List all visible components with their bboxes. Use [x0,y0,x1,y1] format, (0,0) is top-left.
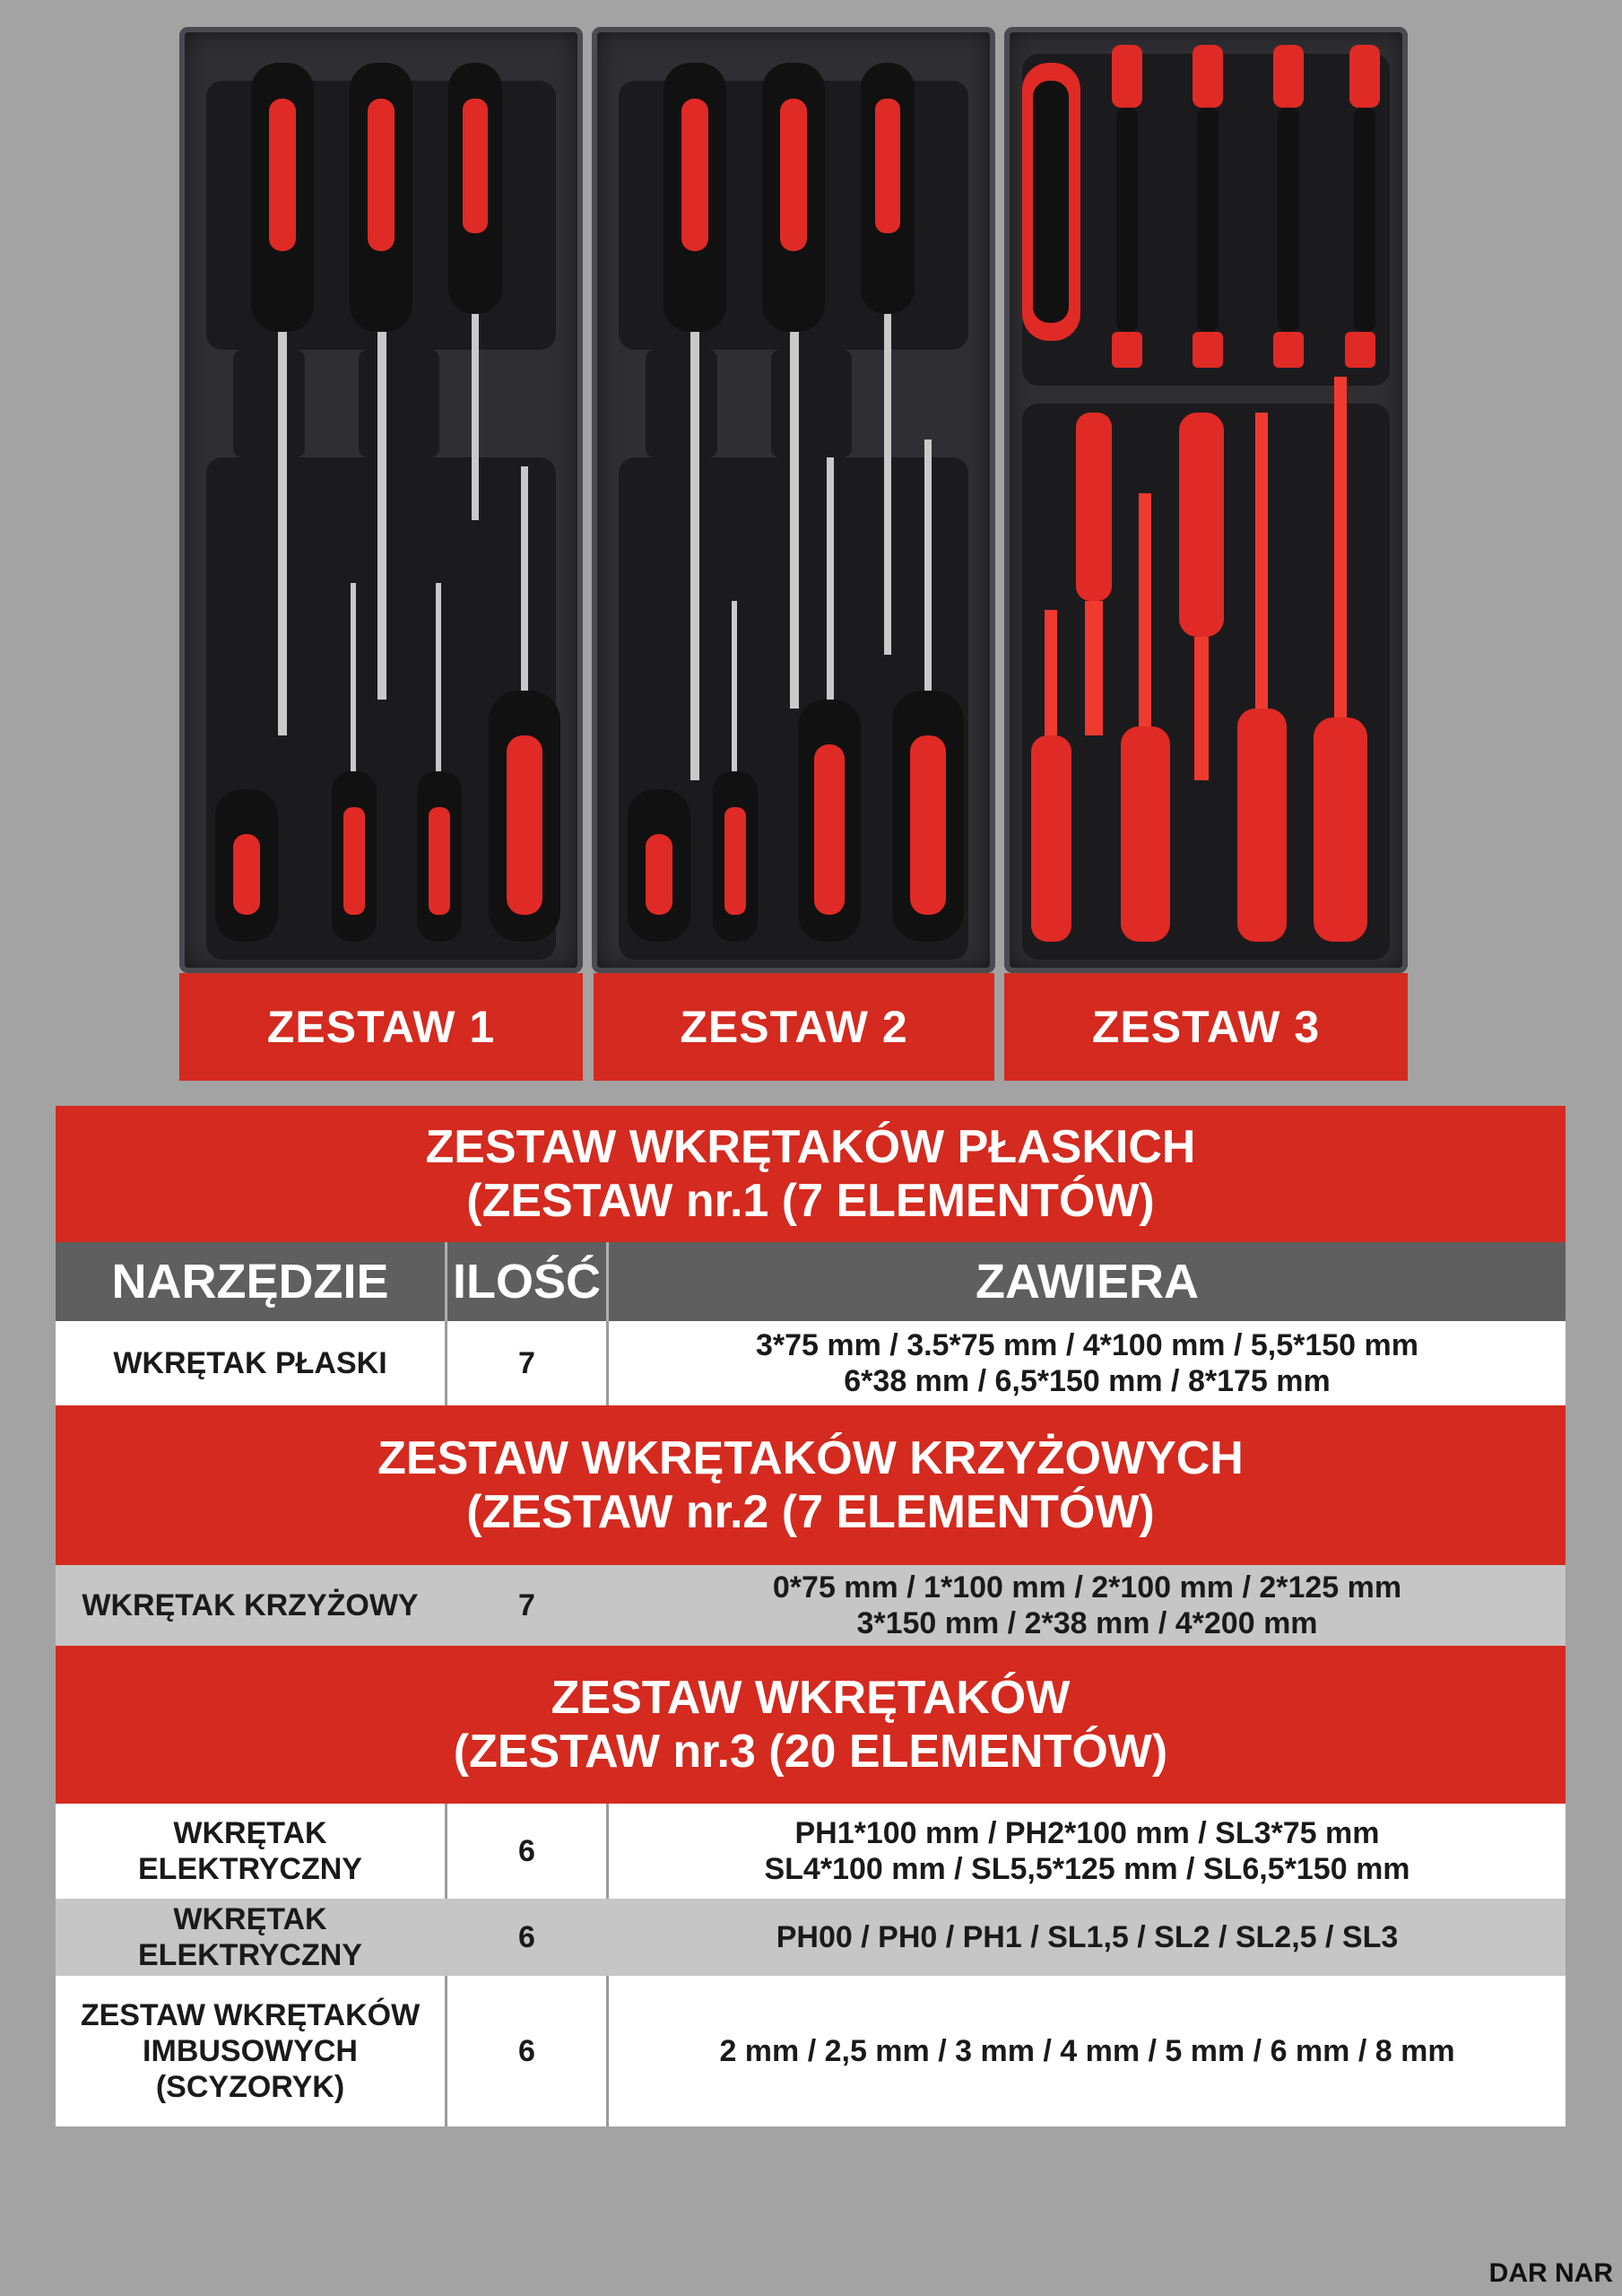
table-row [56,1321,1566,1405]
brand-watermark: DAR NAR [1488,2258,1613,2288]
contents-cell: 2 mm / 2,5 mm / 3 mm / 4 mm / 5 mm / 6 mm / 8 mm [719,2034,1455,2068]
section-3-subtitle: (ZESTAW nr.3 (20 ELEMENTÓW) [453,1726,1168,1778]
qty-cell: 6 [447,1976,609,2126]
tool-line: ELEKTRYCZNY [138,1852,362,1886]
column-header-qty: ILOŚĆ [447,1242,609,1321]
tool-line: WKRĘTAK [173,1816,327,1850]
qty-cell: 6 [447,1804,609,1899]
contents-cell [609,1565,1566,1646]
section-1-title: ZESTAW WKRĘTAKÓW PŁASKICH [425,1121,1196,1173]
column-header-row [56,1242,1566,1321]
set-1-label: ZESTAW 1 [179,973,583,1081]
contents-cell: PH00 / PH0 / PH1 / SL1,5 / SL2 / SL2,5 / SL3 [776,1920,1399,1954]
tray-set-1 [179,27,583,973]
set-3-label: ZESTAW 3 [1004,973,1408,1081]
specification-table [56,1106,1566,2126]
tool-line: WKRĘTAK [173,1902,327,1936]
tool-cell: WKRĘTAK KRZYŻOWY [56,1565,447,1646]
tray-set-2 [592,27,995,973]
product-photo [179,27,1408,1052]
contents-line: SL4*100 mm / SL5,5*125 mm / SL6,5*150 mm [764,1852,1410,1886]
qty-cell: 7 [447,1565,609,1646]
section-2-title: ZESTAW WKRĘTAKÓW KRZYŻOWYCH [377,1432,1244,1484]
tool-line: (SCYZORYK) [155,2070,345,2104]
qty-cell: 7 [447,1321,609,1405]
section-1-subtitle: (ZESTAW nr.1 (7 ELEMENTÓW) [466,1175,1155,1227]
tool-line: ELEKTRYCZNY [138,1938,362,1972]
tool-cell: WKRĘTAK PŁASKI [56,1321,447,1405]
qty-cell: 6 [447,1899,609,1976]
table-row [56,1899,1566,1976]
tool-cell [56,1899,447,1976]
contents-line: PH1*100 mm / PH2*100 mm / SL3*75 mm [794,1816,1380,1850]
tray-1-tools-illustration [179,27,583,973]
column-header-tool: NARZĘDZIE [56,1242,447,1321]
section-2-header [56,1405,1566,1565]
contents-line: 6*38 mm / 6,5*150 mm / 8*175 mm [844,1364,1331,1398]
tool-cell [56,1804,447,1899]
set-2-label: ZESTAW 2 [594,973,994,1081]
section-2-subtitle: (ZESTAW nr.2 (7 ELEMENTÓW) [466,1486,1155,1538]
table-row [56,1565,1566,1646]
section-3-header [56,1646,1566,1804]
contents-line: 0*75 mm / 1*100 mm / 2*100 mm / 2*125 mm [772,1570,1402,1605]
contents-cell [609,1321,1566,1405]
tool-line: IMBUSOWYCH [143,2034,358,2068]
table-row [56,1804,1566,1899]
contents-line: 3*75 mm / 3.5*75 mm / 4*100 mm / 5,5*150 mm [755,1328,1419,1362]
tray-2-tools-illustration [592,27,995,973]
contents-cell [609,1804,1566,1899]
tray-set-3 [1004,27,1408,973]
tool-cell [56,1976,447,2126]
section-3-title: ZESTAW WKRĘTAKÓW [551,1672,1071,1724]
tray-3-tools-illustration [1004,27,1408,973]
contents-line: 3*150 mm / 2*38 mm / 4*200 mm [856,1606,1318,1640]
column-header-contents: ZAWIERA [976,1255,1199,1309]
table-row [56,1976,1566,2126]
section-1-header [56,1106,1566,1242]
tool-line: ZESTAW WKRĘTAKÓW [80,1998,421,2032]
